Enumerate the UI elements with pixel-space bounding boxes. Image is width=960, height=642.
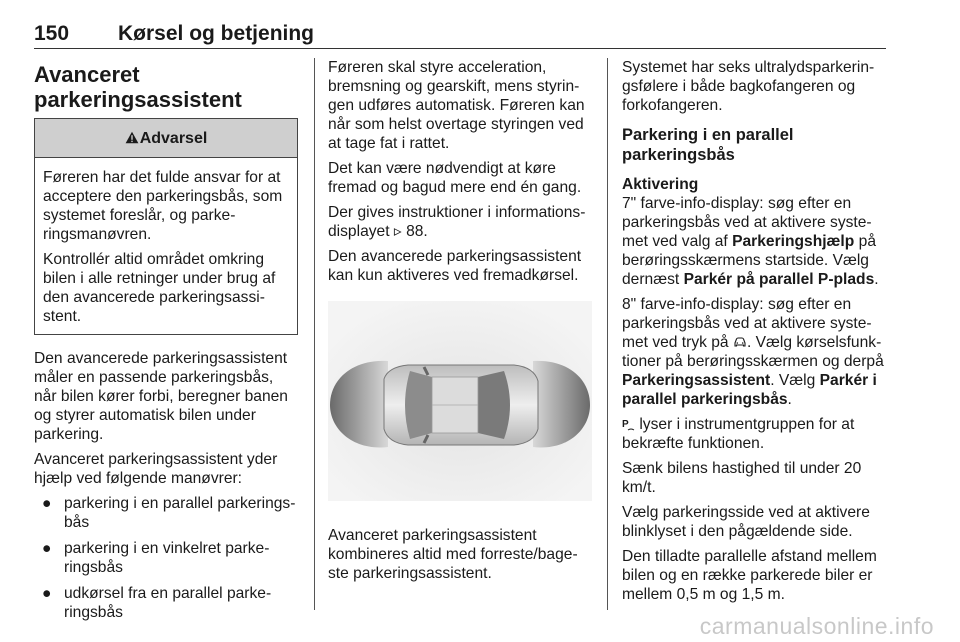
warning-body <box>35 158 297 334</box>
page-header <box>34 18 886 49</box>
paragraph: 7" farve-info-display: søg efter en parkeringsbås ved at aktivere systemet ved valg af Parkeringshjælp på berøringsskærmens startside. Vælg dernæst Parkér på parallel P-plads. <box>622 195 879 288</box>
bullet-list <box>34 494 298 622</box>
warning-text: Føreren har det fulde ansvar for at acceptere den parkeringsbås, som systemet foreslår, og parkeringsmanøvren. <box>43 169 283 243</box>
section-title: Avanceret parkeringsassistent <box>34 62 242 112</box>
paragraph: Der gives instruktioner i informationsdisplayet ▹ 88. <box>328 204 586 240</box>
paragraph: Avanceret parkeringsassistent yder hjælp ved følgende manøvrer: <box>34 451 278 487</box>
warning-title: Advarsel <box>139 130 208 147</box>
paragraph: Den tilladte parallelle afstand mellem bilen og en række parkerede biler er mellem 0,5 m og 1,5 m. <box>622 548 877 603</box>
column-2 <box>328 58 592 589</box>
paragraph: Systemet har seks ultralydsparkeringsfølere i både bagkofangeren og forkofangeren. <box>622 59 875 114</box>
parking-sensors-illustration <box>328 301 592 501</box>
column-divider <box>314 58 315 610</box>
page-number: 150 <box>34 22 70 45</box>
paragraph: P lyser i instrumentgruppen for at bekræfte funktionen. <box>622 416 855 452</box>
bullet-icon: ● <box>42 495 52 512</box>
column-divider <box>607 58 608 610</box>
paragraph: 8" farve-info-display: søg efter en parkeringsbås ved at aktivere systemet ved tryk på . Vælg kørselsfunktioner på berøringsskærmen og derpå Parkeringsassistent. Vælg Parkér i parallel parkeringsbås. <box>622 296 884 408</box>
column-1 <box>34 58 298 629</box>
column-3 <box>622 58 888 610</box>
chapter-title: Kørsel og betjening <box>118 22 315 45</box>
paragraph: Den avancerede parkeringsassistent måler en passende parkeringsbås, når bilen kører forbi, beregner banen og styrer automatisk bilen under parkering. <box>34 350 288 443</box>
list-item: ● parkering i en vinkelret parkeringsbås <box>42 540 270 576</box>
parking-assist-indicator-icon <box>622 417 635 431</box>
warning-triangle-icon <box>125 131 139 144</box>
figure-caption: Avanceret parkeringsassistent kombineres altid med forreste/bageste parkeringsassistent. <box>328 527 578 582</box>
paragraph: Sænk bilens hastighed til under 20 km/t. <box>622 460 862 496</box>
paragraph: Den avancerede parkeringsassistent kan kun aktiveres ved fremadkørsel. <box>328 248 582 284</box>
car-icon <box>733 336 747 348</box>
warning-box <box>34 118 298 335</box>
warning-text: Kontrollér altid området omkring bilen i alle retninger under brug af den avancerede parkeringsassistent. <box>43 251 276 325</box>
list-item: ● udkørsel fra en parallel parkeringsbås <box>42 585 272 621</box>
warning-header <box>35 119 297 158</box>
bullet-icon: ● <box>42 585 52 602</box>
paragraph: Det kan være nødvendigt at køre fremad og bagud mere end én gang. <box>328 160 582 196</box>
paragraph: Vælg parkeringsside ved at aktivere blinklyset i den pågældende side. <box>622 504 870 540</box>
list-item: ● parkering i en parallel parkeringsbås <box>42 495 296 531</box>
bullet-icon: ● <box>42 540 52 557</box>
paragraph: Føreren skal styre acceleration, bremsning og gearskift, mens styringen udføres automatisk. Føreren kan når som helst overtage styringen ved at tage fat i rattet. <box>328 59 585 152</box>
page-ref-icon: ▹ <box>393 223 402 240</box>
minor-heading: Aktivering <box>622 176 699 193</box>
svg-text:P: P <box>622 419 629 430</box>
watermark: carmanualsonline.info <box>699 613 934 639</box>
subheading: Parkering i en parallel parkeringsbås <box>622 126 794 164</box>
